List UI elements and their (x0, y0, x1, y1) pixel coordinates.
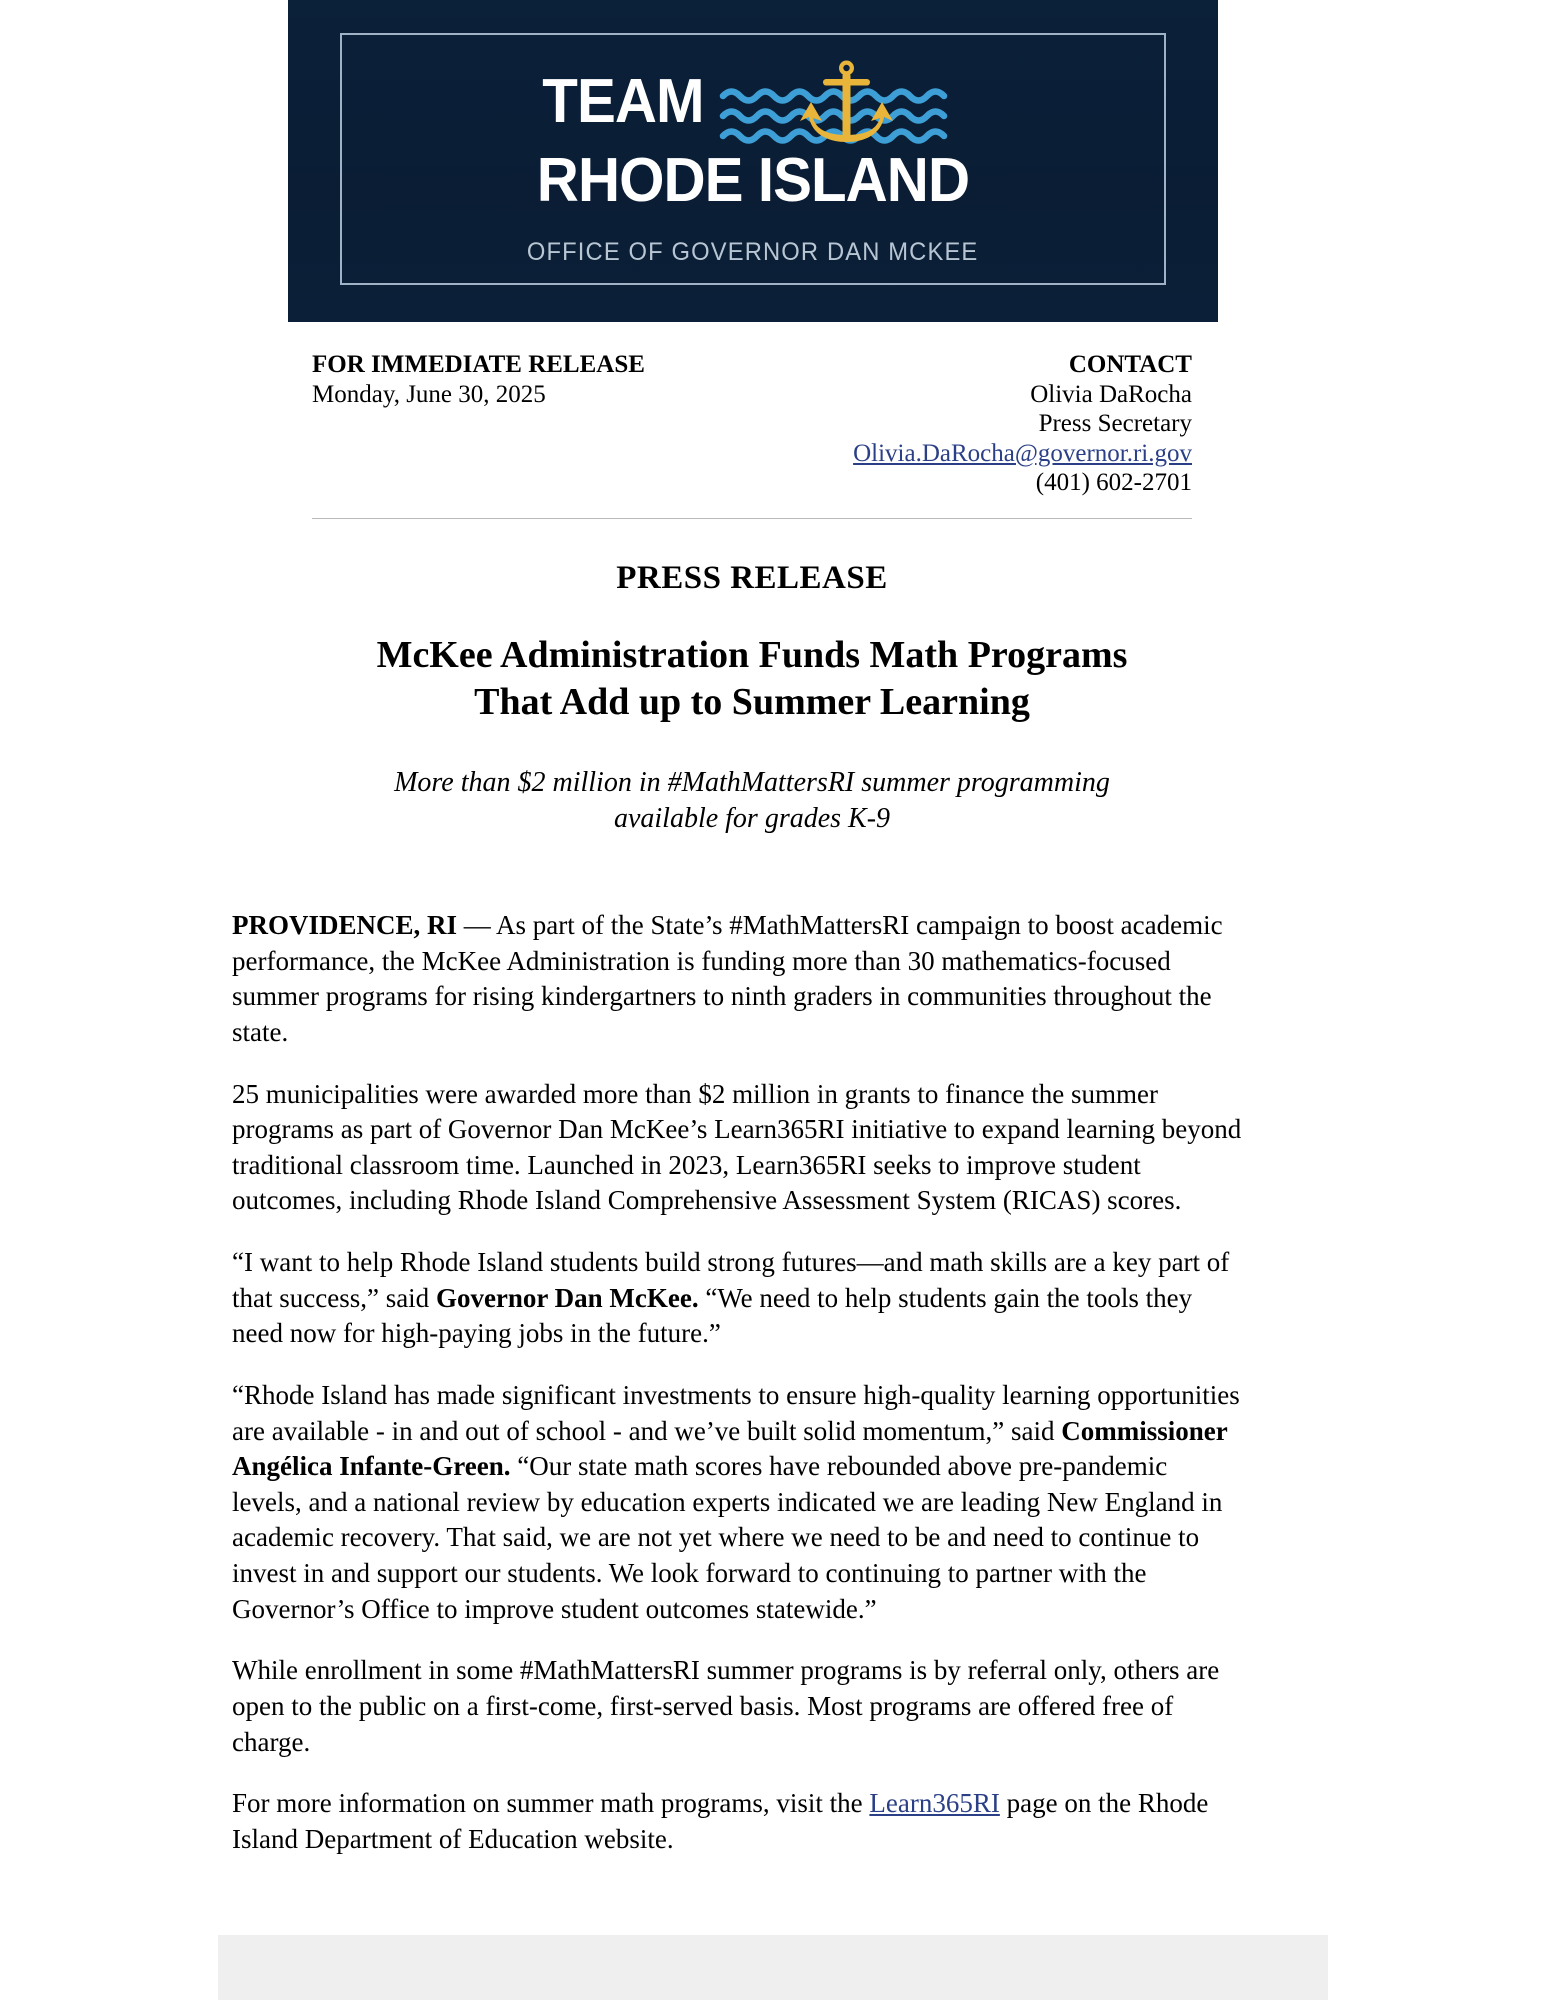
headline-line-1: McKee Administration Funds Math Programs (376, 634, 1128, 676)
paragraph-commissioner-quote (232, 1378, 1242, 1627)
governor-quote-part-1: “I want to help Rhode Island students build strong futures—and math skills are a key part of that success,” said (232, 1247, 1230, 1313)
learn365ri-link[interactable]: Learn365RI (869, 1788, 1000, 1819)
page-margin-right (1328, 0, 1545, 2000)
dateline: PROVIDENCE, RI (232, 910, 458, 940)
paragraph-governor-quote (232, 1245, 1242, 1352)
commissioner-attribution: Commissioner Angélica Infante-Green. (232, 1415, 1228, 1482)
contact-title: Press Secretary (1038, 410, 1192, 437)
logo-word-team: TEAM (541, 66, 704, 136)
paragraph-enrollment: While enrollment in some #MathMattersRI summer programs is by referral only, others are open to the public on a first-come, first-served basis. Most programs are offered free of charge. (232, 1655, 1220, 1757)
immediate-release-label: FOR IMMEDIATE RELEASE (312, 351, 645, 378)
logo-top-row (532, 56, 975, 148)
subhead-line-1: More than $2 million in #MathMattersRI summer programming (394, 767, 1110, 798)
release-meta-row (312, 350, 1192, 498)
headline-line-2: That Add up to Summer Learning (474, 681, 1030, 724)
governor-quote-part-2: “We need to help students gain the tools they need now for high-paying jobs in the future.” (232, 1282, 1193, 1349)
body-column (232, 908, 1242, 1883)
logo-subtitle: OFFICE OF GOVERNOR DAN MCKEE (527, 237, 979, 266)
contact-phone: (401) 602-2701 (1035, 469, 1192, 496)
paragraph-more-info (232, 1786, 1242, 1857)
release-info-block (312, 350, 645, 409)
contact-name: Olivia DaRocha (1030, 380, 1192, 408)
press-release-label: PRESS RELEASE (616, 560, 888, 596)
release-date: Monday, June 30, 2025 (312, 380, 546, 408)
page-bottom-strip (218, 1935, 1328, 2000)
horizontal-divider (312, 518, 1192, 519)
team-rhode-island-logo (340, 33, 1166, 285)
paragraph-intro (232, 908, 1242, 1051)
paragraph-intro-text: — As part of the State’s #MathMattersRI campaign to boost academic performance, the McKee Administration is funding more than 30 mathematics-focused summer programs for rising kindergartners to ninth graders in communities throughout the state. (232, 910, 1223, 1047)
page-margin-left (0, 0, 218, 2000)
page-title (292, 632, 1212, 726)
commissioner-quote-part-2: “Our state math scores have rebounded above pre-pandemic levels, and a national review by education experts indicated we are leading New England in academic recovery. That said, we are not yet where we need to be and need to continue to invest in and support our students. We look forward to continuing to partner with the Governor’s Office to improve student outcomes statewide.” (232, 1451, 1223, 1624)
paragraph-grants: 25 municipalities were awarded more than $2 million in grants to finance the summer programs as part of Governor Dan McKee’s Learn365RI initiative to expand learning beyond traditional classroom time. Launched in 2023, Learn365RI seeks to improve student outcomes, including Rhode Island Comprehensive Assessment System (RICAS) scores. (232, 1078, 1242, 1216)
commissioner-quote-part-1: “Rhode Island has made significant investments to ensure high-quality learning opportunities are available - in and out of school - and we’ve built solid momentum,” said (232, 1379, 1240, 1446)
page-subtitle (322, 765, 1182, 838)
anchor-waves-icon (719, 56, 974, 148)
contact-block (853, 350, 1192, 498)
more-info-part-2: page on the Rhode Island Department of Education website. (232, 1788, 1209, 1854)
subhead-line-2: available for grades K-9 (613, 803, 891, 835)
contact-email-link[interactable]: Olivia.DaRocha@governor.ri.gov (853, 439, 1192, 467)
contact-label: CONTACT (1068, 351, 1192, 378)
logo-word-rhode-island: RHODE ISLAND (536, 145, 970, 215)
more-info-part-1: For more information on summer math programs, visit the (232, 1788, 870, 1819)
masthead-banner (288, 0, 1218, 322)
governor-attribution: Governor Dan McKee. (435, 1282, 699, 1313)
